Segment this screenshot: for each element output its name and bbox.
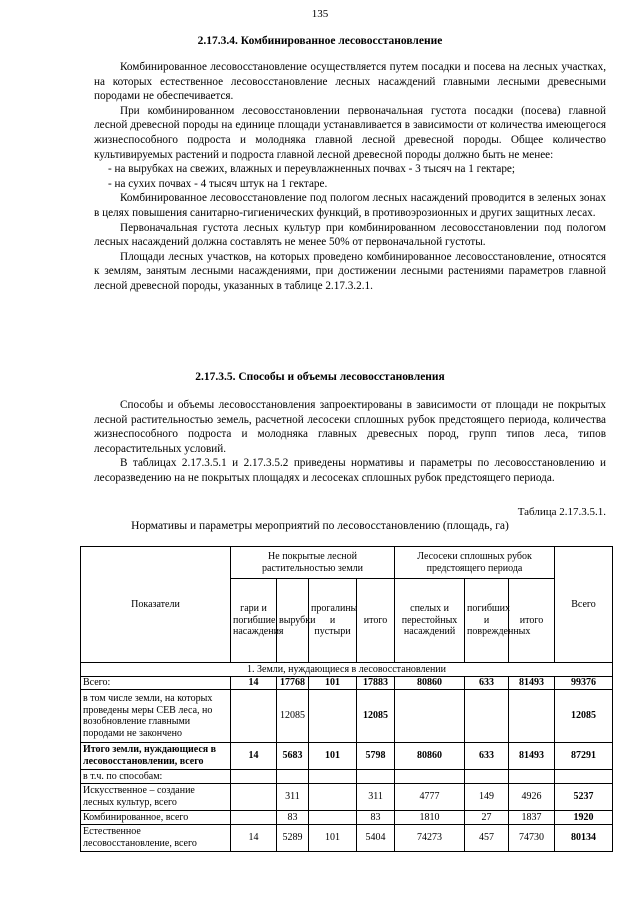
section-heading-combined: 2.17.3.4. Комбинированное лесовосстановление: [197, 35, 443, 47]
table-row: в том числе земли, на которых проведены меры СЕВ леса, но возобновление главными породами не закончено 12085 12085 12085: [81, 690, 613, 742]
paragraph: В таблицах 2.17.3.5.1 и 2.17.3.5.2 приведены нормативы и параметры по лесовосстановлению и лесоразведению на не покрытых площадях и лесосеках сплошных рубок предстоящего периода.: [94, 457, 606, 484]
table-row: Комбинированное, всего 83 83 1810 27 1837 1920: [81, 810, 613, 824]
paragraph: При комбинированном лесовосстановлении первоначальная густота посадки (посева) главной лесной древесной породы на единице площади устанавливается в зависимости от количества имеющегося жизнеспособного подроста и молодняка главной лесной древесной породы. Общее количество культивируемых растений и подроста главной лесной древесной породы должно быть не менее:: [94, 104, 606, 161]
paragraph: Площади лесных участков, на которых проведено комбинированное лесовосстановление, относятся к землям, занятым лесными насаждениями, при достижении лесными растениями параметров главной лесной древесной породы, указанных в таблице 2.17.3.2.1.: [94, 250, 606, 292]
header-total: Всего: [555, 547, 613, 663]
section-body-methods: [94, 398, 606, 486]
header-burnt: гари и погибшие насаждения: [231, 579, 277, 663]
table-title: Нормативы и параметры мероприятий по лесовосстановлению (площадь, га): [131, 520, 509, 532]
table-row: Искусственное – создание лесных культур, всего 311 311 4777 149 4926 5237: [81, 783, 613, 810]
table-row: в т.ч. по способам:: [81, 770, 613, 784]
section-heading-methods: 2.17.3.5. Способы и объемы лесовосстановления: [195, 371, 445, 383]
paragraph: Способы и объемы лесовосстановления запроектированы в зависимости от площади не покрытых лесной растительностью земель, расчетной лесосеки сплошных рубок предстоящего периода, количества жизнеспособного подроста и молодняка главных древесных пород, групп типов леса, типов лесорастительных условий.: [94, 399, 606, 455]
paragraph: Комбинированное лесовосстановление под пологом лесных насаждений проводится в зеленых зонах в целях повышения санитарно-гигиенических функций, в противоэрозионных и других защитных лесах.: [94, 192, 606, 219]
list-item: - на сухих почвах - 4 тысяч штук на 1 гектаре.: [108, 177, 328, 190]
header-group-clearcut: Лесосеки сплошных рубок предстоящего периода: [395, 547, 555, 579]
page-number: 135: [311, 8, 329, 20]
paragraph: Первоначальная густота лесных культур при комбинированном лесовосстановлении под пологом лесных насаждений должна составлять не менее 50% от первоначальной густоты.: [94, 221, 606, 249]
header-cuttings: вырубки: [277, 579, 309, 663]
paragraph: Комбинированное лесовосстановление осуществляется путем посадки и посева на лесных участках, на которых естественное лесовосстановление лесных насаждений главными лесными древесными породами не обеспечивается.: [94, 61, 606, 103]
table-caption: Таблица 2.17.3.5.1.: [517, 506, 606, 518]
table-row: Итого земли, нуждающиеся в лесовосстановлении, всего 14 5683 101 5798 80860 633 81493 87291: [81, 742, 613, 769]
header-mature: спелых и перестойных насаждений: [395, 579, 465, 663]
list-item: - на вырубках на свежих, влажных и переувлажненных почвах - 3 тысяч на 1 гектаре;: [108, 163, 515, 176]
header-indicators: Показатели: [81, 547, 231, 663]
header-damaged: погибших и поврежденных: [465, 579, 509, 663]
header-glades: прогалины и пустыри: [309, 579, 357, 663]
table-row: Естественное лесовосстановление, всего 14 5289 101 5404 74273 457 74730 80134: [81, 824, 613, 851]
table-row: Всего: 14 17768 101 17883 80860 633 81493 99376: [81, 676, 613, 690]
header-subtotal2: итого: [509, 579, 555, 663]
header-subtotal1: итого: [357, 579, 395, 663]
header-group-unforested: Не покрытые лесной растительностью земли: [231, 547, 395, 579]
reforestation-table: [80, 546, 613, 852]
table-section-label: 1. Земли, нуждающиеся в лесовосстановлении: [81, 663, 613, 677]
section-body-combined: [94, 60, 606, 294]
